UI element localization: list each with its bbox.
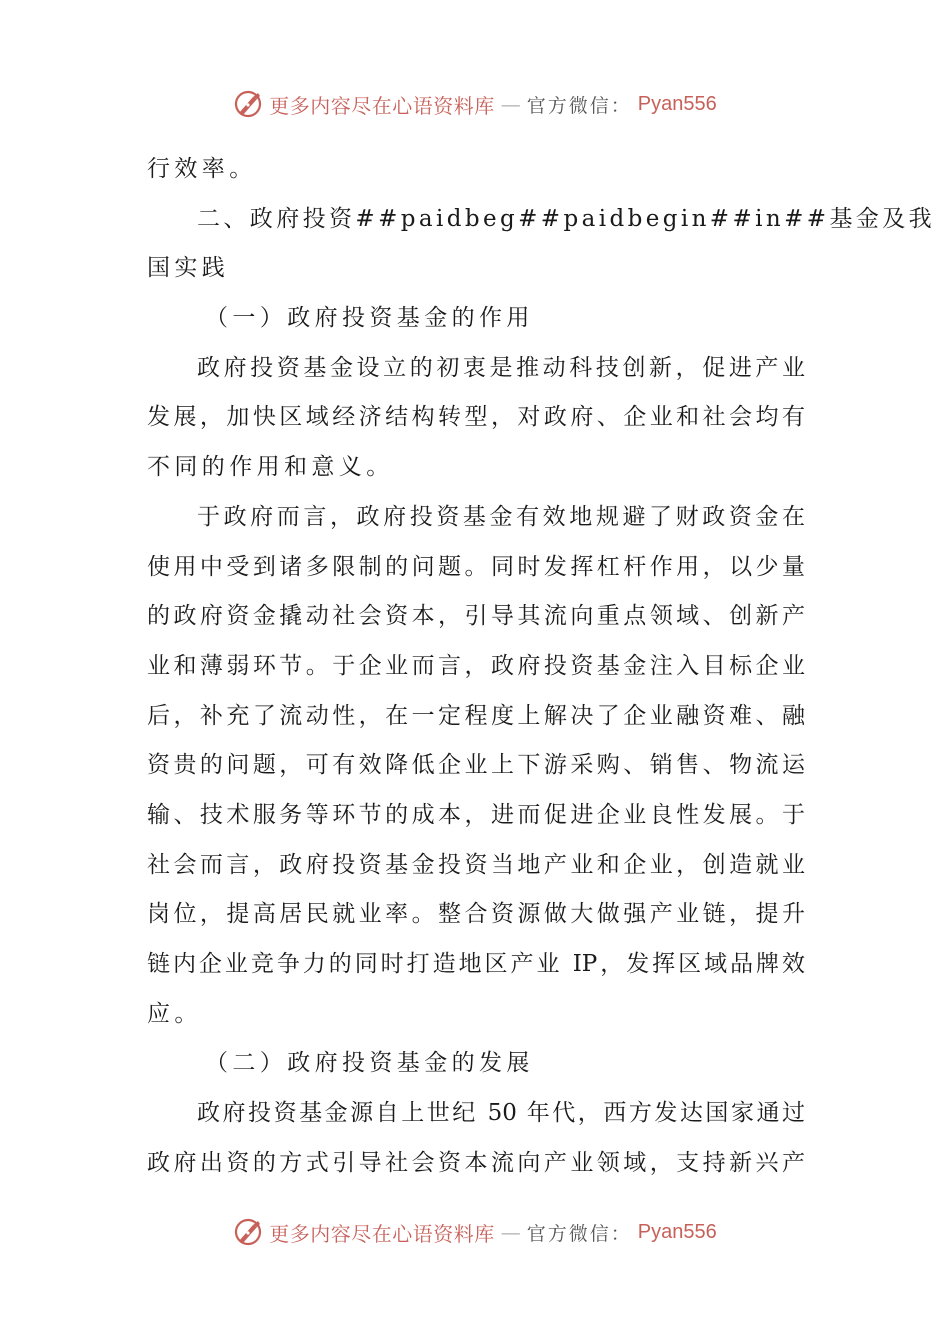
paragraph-line: 资贵的问题，可有效降低企业上下游采购、销售、物流运	[147, 752, 805, 779]
text-line: 行效率。	[147, 156, 257, 182]
footer-watermark	[0, 1212, 950, 1252]
paragraph-line: 岗位，提高居民就业率。整合资源做大做强产业链，提升	[147, 901, 805, 928]
paragraph-line: 社会而言，政府投资基金投资当地产业和企业，创造就业	[147, 851, 805, 878]
pen-nib-logo-icon	[233, 1217, 263, 1247]
paragraph-line: 链内企业竞争力的同时打造地区产业 IP，发挥区域品牌效	[147, 951, 805, 977]
watermark-wechat-id: Pyan556	[637, 1220, 717, 1243]
section-heading-cont: 国实践	[147, 255, 230, 282]
section-heading: 二、政府投资##paidbeg##paidbegin##in##基金及我	[197, 205, 936, 232]
paragraph-line: 后，补充了流动性，在一定程度上解决了企业融资难、融	[147, 702, 805, 729]
paragraph-line: 政府投资基金设立的初衷是推动科技创新，促进产业	[197, 354, 805, 381]
watermark-separator: —	[500, 1220, 521, 1244]
paragraph-line: 发展，加快区域经济结构转型，对政府、企业和社会均有	[147, 404, 805, 431]
paragraph-line: 不同的作用和意义。	[147, 454, 394, 481]
paragraph-line: 使用中受到诸多限制的问题。同时发挥杠杆作用，以少量	[147, 553, 805, 580]
watermark-separator: —	[500, 92, 521, 116]
watermark-text: 更多内容尽在心语资料库	[269, 93, 495, 118]
watermark-label: 官方微信：	[526, 1222, 632, 1245]
subsection-heading: （一）政府投资基金的作用	[205, 305, 534, 332]
pen-nib-logo-icon	[233, 89, 263, 119]
paragraph-line: 于政府而言，政府投资基金有效地规避了财政资金在	[197, 503, 805, 530]
paragraph-line: 的政府资金撬动社会资本，引导其流向重点领域、创新产	[147, 603, 805, 630]
paragraph-line: 政府出资的方式引导社会资本流向产业领域，支持新兴产	[147, 1149, 805, 1176]
header-watermark	[0, 84, 950, 124]
paragraph-line: 业和薄弱环节。于企业而言，政府投资基金注入目标企业	[147, 652, 805, 679]
watermark-wechat-id: Pyan556	[637, 92, 717, 115]
watermark-text: 更多内容尽在心语资料库	[269, 1221, 495, 1246]
paragraph-line: 政府投资基金源自上世纪 50 年代，西方发达国家通过	[197, 1100, 805, 1127]
paragraph-line: 应。	[147, 1000, 202, 1027]
paragraph-line: 输、技术服务等环节的成本，进而促进企业良性发展。于	[147, 801, 805, 828]
document-body	[147, 145, 936, 1188]
watermark-label: 官方微信：	[526, 94, 632, 117]
subsection-heading: （二）政府投资基金的发展	[205, 1050, 534, 1077]
